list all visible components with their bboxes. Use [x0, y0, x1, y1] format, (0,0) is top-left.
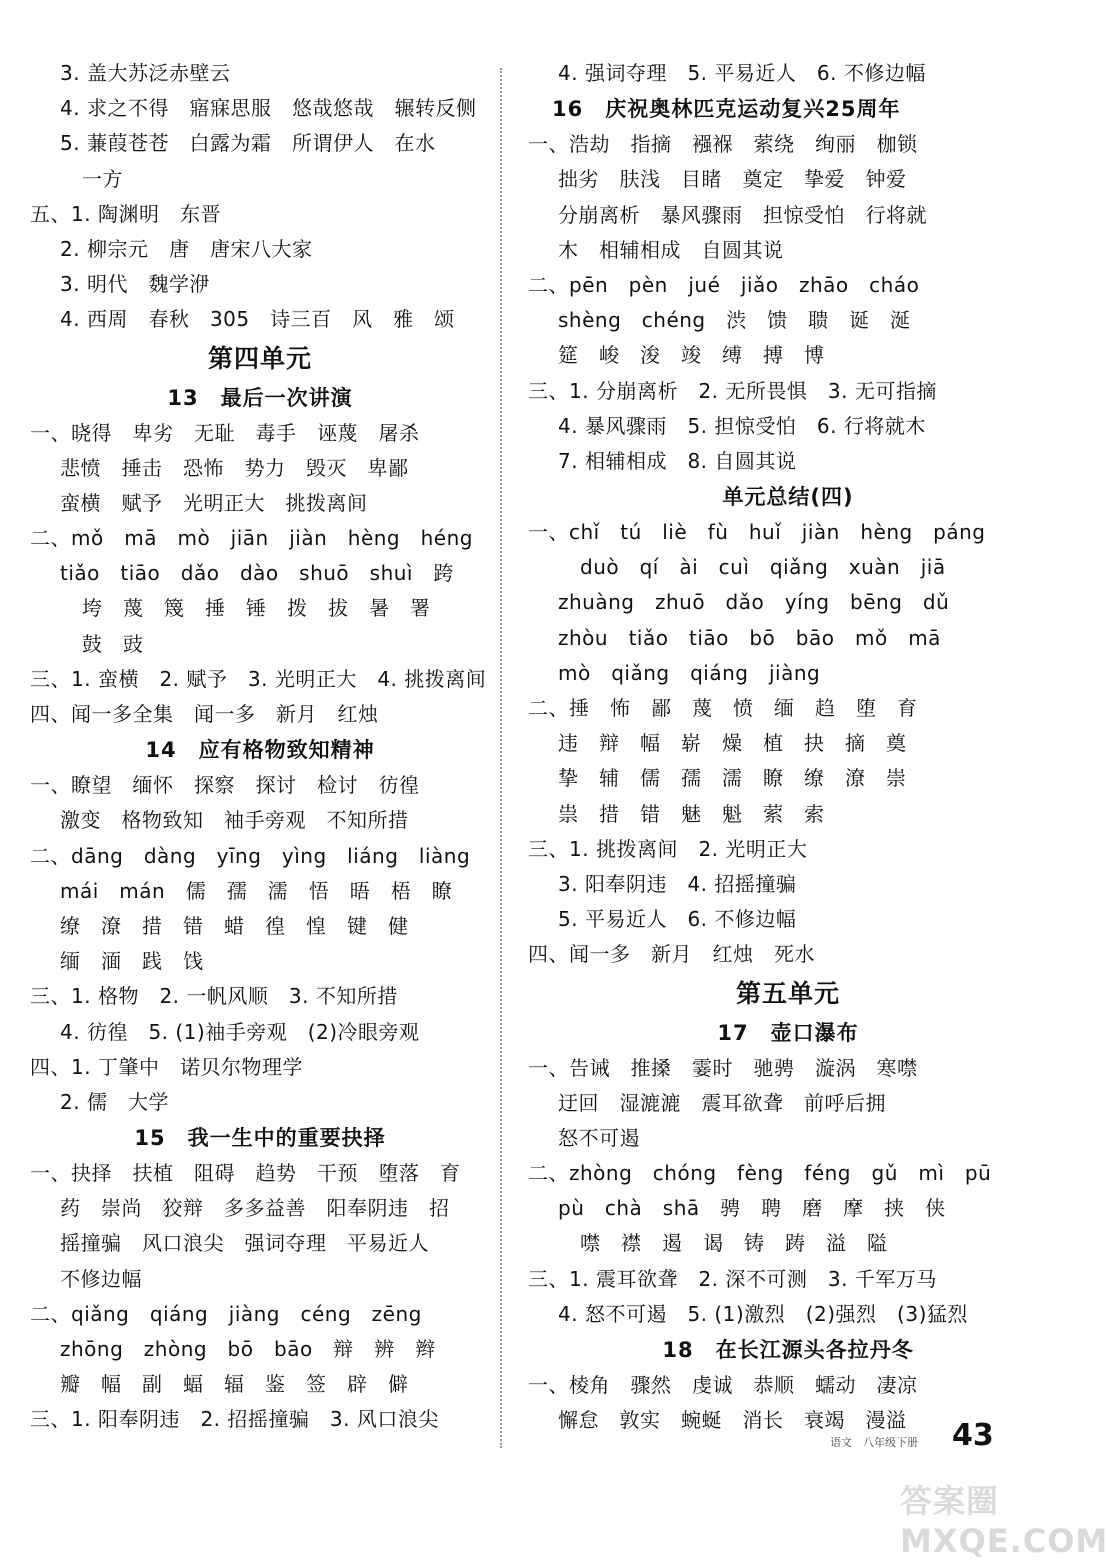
answer-line: 二、zhòng chóng fèng féng gǔ mì pū: [528, 1161, 992, 1186]
lesson-heading: 单元总结(四): [722, 485, 854, 510]
answer-line: 一、抉择 扶植 阻碍 趋势 干预 堕落 育: [30, 1161, 461, 1186]
unit-heading: 第四单元: [207, 343, 312, 373]
answer-line: 4. 西周 春秋 305 诗三百 风 雅 颂: [60, 307, 455, 332]
answer-line: 迂回 湿漉漉 震耳欲聋 前呼后拥: [558, 1090, 886, 1115]
answer-line: 激变 格物致知 袖手旁观 不知所措: [60, 808, 409, 833]
answer-line: 药 崇尚 狡辩 多多益善 阳奉阴违 招: [60, 1196, 450, 1221]
answer-line: 三、1. 震耳欲聋 2. 深不可测 3. 千军万马: [528, 1266, 937, 1291]
answer-line: mò qiǎng qiáng jiàng: [558, 660, 821, 685]
answer-line: 三、1. 阳奉阴违 2. 招摇撞骗 3. 风口浪尖: [30, 1407, 439, 1432]
answer-line: 瓣 幅 副 蝠 辐 鉴 签 辟 僻: [60, 1372, 409, 1397]
answer-line: 祟 措 错 魅 魁 萦 索: [558, 801, 825, 826]
answer-line: 一方: [82, 166, 123, 191]
answer-line: 摇撞骗 风口浪尖 强词夺理 平易近人: [60, 1231, 429, 1256]
answer-line: zhòu tiǎo tiāo bō bāo mǒ mā: [558, 625, 941, 650]
answer-line: 5. 蒹葭苍苍 白露为霜 所谓伊人 在水: [60, 131, 436, 156]
answer-line: zhōng zhòng bō bāo 辩 辨 辫: [60, 1337, 436, 1361]
answer-line: 4. 强词夺理 5. 平易近人 6. 不修边幅: [558, 61, 926, 85]
left-column: [30, 56, 490, 1438]
answer-line: 二、qiǎng qiáng jiàng céng zēng: [30, 1301, 422, 1326]
answer-line: 一、chǐ tú liè fù huǐ jiàn hèng páng: [528, 520, 986, 545]
answer-line: 3. 盖大苏泛赤壁云: [60, 61, 231, 85]
watermark: 答案圈 MXQE.COM: [900, 1482, 1108, 1560]
answer-line: 二、mǒ mā mò jiān jiàn hèng héng: [30, 526, 473, 551]
answer-line: 四、闻一多全集 闻一多 新月 红烛: [30, 702, 379, 726]
answer-line: 违 辩 幅 崭 燥 植 抉 摘 奠: [558, 731, 907, 756]
answer-line: 三、1. 蛮横 2. 赋予 3. 光明正大 4. 挑拨离间: [30, 666, 487, 691]
answer-line: 一、告诫 推搡 霎时 驰骋 漩涡 寒噤: [528, 1055, 918, 1080]
answer-line: 7. 相辅相成 8. 自圆其说: [558, 448, 797, 473]
answer-line: 2. 儒 大学: [60, 1089, 169, 1114]
answer-line: 4. 求之不得 寤寐思服 悠哉悠哉 辗转反侧: [60, 96, 477, 121]
lesson-heading: 13 最后一次讲演: [167, 385, 353, 410]
answer-line: 3. 明代 魏学洢: [60, 272, 210, 297]
answer-line: 缅 湎 践 饯: [60, 949, 204, 974]
answer-line: mái mán 儒 孺 濡 悟 晤 梧 瞭: [60, 878, 453, 903]
answer-line: 挚 辅 儒 孺 濡 瞭 缭 潦 崇: [558, 766, 907, 791]
answer-line: 垮 蔑 篾 捶 锤 拨 拔 暑 署: [82, 596, 431, 621]
answer-line: 悲愤 捶击 恐怖 势力 毁灭 卑鄙: [60, 455, 409, 480]
lesson-heading: 16 庆祝奥林匹克运动复兴25周年: [552, 97, 901, 122]
answer-line: 噤 襟 遏 谒 铸 踌 溢 隘: [580, 1231, 888, 1256]
lesson-heading: 14 应有格物致知精神: [145, 738, 375, 763]
answer-line: 三、1. 分崩离析 2. 无所畏惧 3. 无可指摘: [528, 378, 937, 403]
column-divider: [500, 68, 502, 1448]
answer-line: 拙劣 肤浅 目睹 奠定 挚爱 钟爱: [558, 167, 907, 192]
answer-line: 二、pēn pèn jué jiǎo zhāo cháo: [528, 272, 920, 297]
lesson-heading: 17 壶口瀑布: [717, 1020, 859, 1045]
answer-line: 鼓 豉: [82, 631, 144, 656]
answer-line: zhuàng zhuō dǎo yíng bēng dǔ: [558, 590, 950, 615]
answer-line: 懈怠 敦实 蜿蜒 消长 衰竭 漫溢: [558, 1408, 907, 1433]
answer-line: 4. 暴风骤雨 5. 担惊受怕 6. 行将就木: [558, 413, 926, 438]
right-column: [528, 56, 1048, 1438]
answer-line: 不修边幅: [60, 1266, 142, 1291]
lesson-heading: 18 在长江源头各拉丹冬: [662, 1338, 914, 1362]
answer-line: 三、1. 格物 2. 一帆风顺 3. 不知所措: [30, 984, 398, 1009]
answer-line: 四、1. 丁肇中 诺贝尔物理学: [30, 1054, 303, 1079]
answer-line: 一、晓得 卑劣 无耻 毒手 诬蔑 屠杀: [30, 420, 420, 445]
answer-line: 2. 柳宗元 唐 唐宋八大家: [60, 236, 313, 261]
answer-line: 木 相辅相成 自圆其说: [558, 237, 784, 262]
answer-line: 一、棱角 骤然 虔诚 恭顺 蠕动 凄凉: [528, 1373, 918, 1397]
answer-line: tiǎo tiāo dǎo dào shuō shuì 跨: [60, 561, 454, 586]
lesson-heading: 15 我一生中的重要抉择: [134, 1126, 386, 1151]
answer-line: shèng chéng 渋 馈 聩 诞 涎: [558, 308, 911, 333]
answer-line: 3. 阳奉阴违 4. 招摇撞骗: [558, 871, 797, 896]
answer-line: 缭 潦 措 错 蜡 徨 惶 键 健: [60, 913, 409, 938]
answer-line: 一、浩劫 指摘 襁褓 萦绕 绚丽 枷锁: [528, 132, 918, 157]
unit-heading: 第五单元: [735, 978, 840, 1008]
footer-subject: 语文 八年级下册: [830, 1436, 918, 1449]
answer-line: pù chà shā 骋 聘 磨 摩 挟 侠: [558, 1196, 946, 1221]
page-number: 43: [952, 1418, 994, 1453]
answer-line: 4. 彷徨 5. (1)袖手旁观 (2)冷眼旁观: [60, 1019, 420, 1044]
answer-line: 筵 峻 浚 竣 缚 搏 博: [558, 343, 825, 368]
answer-line: 四、闻一多 新月 红烛 死水: [528, 942, 815, 967]
answer-line: 5. 平易近人 6. 不修边幅: [558, 907, 797, 932]
answer-line: 二、dāng dàng yīng yìng liáng liàng: [30, 843, 471, 868]
answer-line: 三、1. 挑拨离间 2. 光明正大: [528, 836, 808, 861]
answer-line: 二、捶 怖 鄙 蔑 愤 缅 趋 堕 育: [528, 696, 918, 720]
answer-line: duò qí ài cuì qiǎng xuàn jiā: [580, 555, 946, 580]
answer-line: 蛮横 赋予 光明正大 挑拨离间: [60, 490, 368, 515]
answer-line: 一、瞭望 缅怀 探察 探讨 检讨 彷徨: [30, 773, 420, 798]
answer-line: 五、1. 陶渊明 东晋: [30, 201, 221, 226]
answer-line: 4. 怒不可遏 5. (1)激烈 (2)强烈 (3)猛烈: [558, 1301, 968, 1326]
answer-line: 分崩离析 暴风骤雨 担惊受怕 行将就: [558, 202, 927, 227]
answer-line: 怒不可遏: [558, 1125, 640, 1150]
